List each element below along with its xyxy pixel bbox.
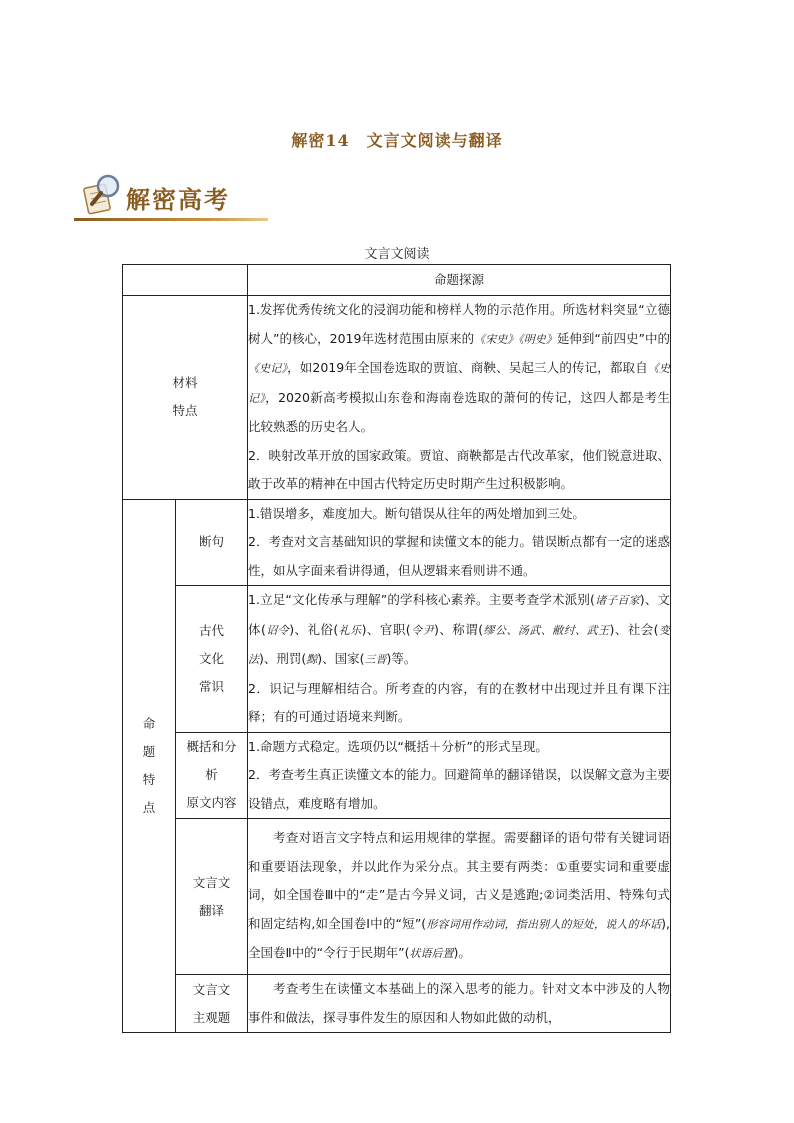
features-label-char: 命 <box>142 715 156 731</box>
zhuguan-label <box>176 975 248 1033</box>
table-header-row <box>123 265 671 296</box>
gaikuo-paragraph-2: 2．考查考生真正读懂文本的能力。回避简单的翻译错误，以误解文意为主要设错点，难度略有增加。 <box>248 767 670 811</box>
duanju-paragraph-1: 1.错误增多，难度加大。断句错误从往年的两处增加到三处。 <box>248 505 585 521</box>
zhuguan-label-line: 文言文 <box>192 981 231 997</box>
features-label <box>123 499 176 1033</box>
gaikuo-label-line: 析 <box>205 767 218 783</box>
duanju-label: 断句 <box>176 499 248 586</box>
material-paragraph-1: 1.发挥优秀传统文化的浸润功能和榜样人物的示范作用。所选材料突显“立德树人”的核心，2019年选材范围由原来的《宋史》《明史》延伸到“前四史”中的《史记》，如2019年全国卷选取的贾谊、商鞅、吴起三人的传记，都取自《史记》，2020新高考模拟山东卷和海南卷选取的萧何的传记，这四人都是考生比较熟悉的历史名人。 <box>248 302 671 434</box>
gaikuo-content <box>248 732 671 819</box>
header-empty-cell <box>123 265 248 296</box>
zhuguan-label-line: 主观题 <box>192 1009 231 1025</box>
material-label-line1: 材料 <box>172 375 198 391</box>
table-row-duanju <box>123 499 671 586</box>
duanju-paragraph-2: 2．考查对文言基础知识的掌握和读懂文本的能力。错误断点都有一定的迷惑性，如从字面来看讲得通，但从逻辑来看则讲不通。 <box>248 534 670 578</box>
duanju-content <box>248 499 671 586</box>
gudai-label-line: 古代 <box>198 622 224 638</box>
gudai-paragraph-1: 1.立足“文化传承与理解”的学科核心素养。主要考查学术派别(诸子百家)、文体(诏令)、礼俗(礼乐)、官职(令尹)、称谓(缪公、汤武、敝纣、武王)、社会(变法)、刑罚(黥)、国家(三晋)等。 <box>248 592 671 666</box>
fanyi-label-line: 翻译 <box>198 902 224 918</box>
table-row-gudai <box>123 586 671 733</box>
table-row-zhuguan <box>123 975 671 1033</box>
gaikuo-label-line: 概括和分 <box>186 739 237 755</box>
zhuguan-content <box>248 975 671 1033</box>
gaikuo-label <box>176 732 248 819</box>
material-label-line2: 特点 <box>172 403 198 419</box>
features-label-char: 点 <box>142 799 156 815</box>
material-label <box>123 296 248 500</box>
section-heading: 文言文阅读 <box>364 247 430 262</box>
banner-title: 解密高考 <box>126 186 230 214</box>
material-content <box>248 296 671 500</box>
table-row-material <box>123 296 671 500</box>
fanyi-label <box>176 819 248 975</box>
gudai-paragraph-2: 2．识记与理解相结合。所考查的内容，有的在教材中出现过并且有课下注释；有的可通过语境来判断。 <box>248 680 670 724</box>
gaikuo-label-line: 原文内容 <box>186 795 237 811</box>
fanyi-label-line: 文言文 <box>192 874 231 890</box>
table-row-gaikuo <box>123 732 671 819</box>
header-cell: 命题探源 <box>248 265 671 296</box>
banner-underline <box>74 218 268 221</box>
gudai-label-line: 文化 <box>198 650 224 666</box>
fanyi-content <box>248 819 671 975</box>
magnifier-icon <box>80 172 124 216</box>
fanyi-paragraph: 考查对语言文字特点和运用规律的掌握。需要翻译的语句带有关键词语和重要语法现象，并以此作为采分点。其主要有两类：①重要实词和重要虚词，如全国卷Ⅲ中的“走”是古今异义词，古义是逃跑;②词类活用、特殊句式和固定结构,如全国卷Ⅰ中的“短”(形容词用作动词，指出别人的短处，说人的坏话),全国卷Ⅱ中的“令行于民期年”(状语后置)。 <box>248 830 670 961</box>
features-label-char: 题 <box>142 743 156 759</box>
document-title: 解密14 文言文阅读与翻译 <box>291 131 503 150</box>
zhuguan-paragraph: 考查考生在读懂文本基础上的深入思考的能力。针对文本中涉及的人物事件和做法，探寻事件发生的原因和人物如此做的动机， <box>248 981 670 1025</box>
exam-analysis-table <box>122 264 671 1033</box>
gudai-content <box>248 586 671 733</box>
material-paragraph-2: 2．映射改革开放的国家政策。贾谊、商鞅都是古代改革家，他们锐意进取、敢于改革的精神在中国古代特定历史时期产生过积极影响。 <box>248 447 670 491</box>
features-label-char: 特 <box>142 771 156 787</box>
gudai-label <box>176 586 248 733</box>
table-row-fanyi <box>123 819 671 975</box>
section-banner <box>74 172 270 224</box>
gudai-label-line: 常识 <box>198 678 224 694</box>
gaikuo-paragraph-1: 1.命题方式稳定。选项仍以“概括＋分析”的形式呈现。 <box>248 738 548 754</box>
